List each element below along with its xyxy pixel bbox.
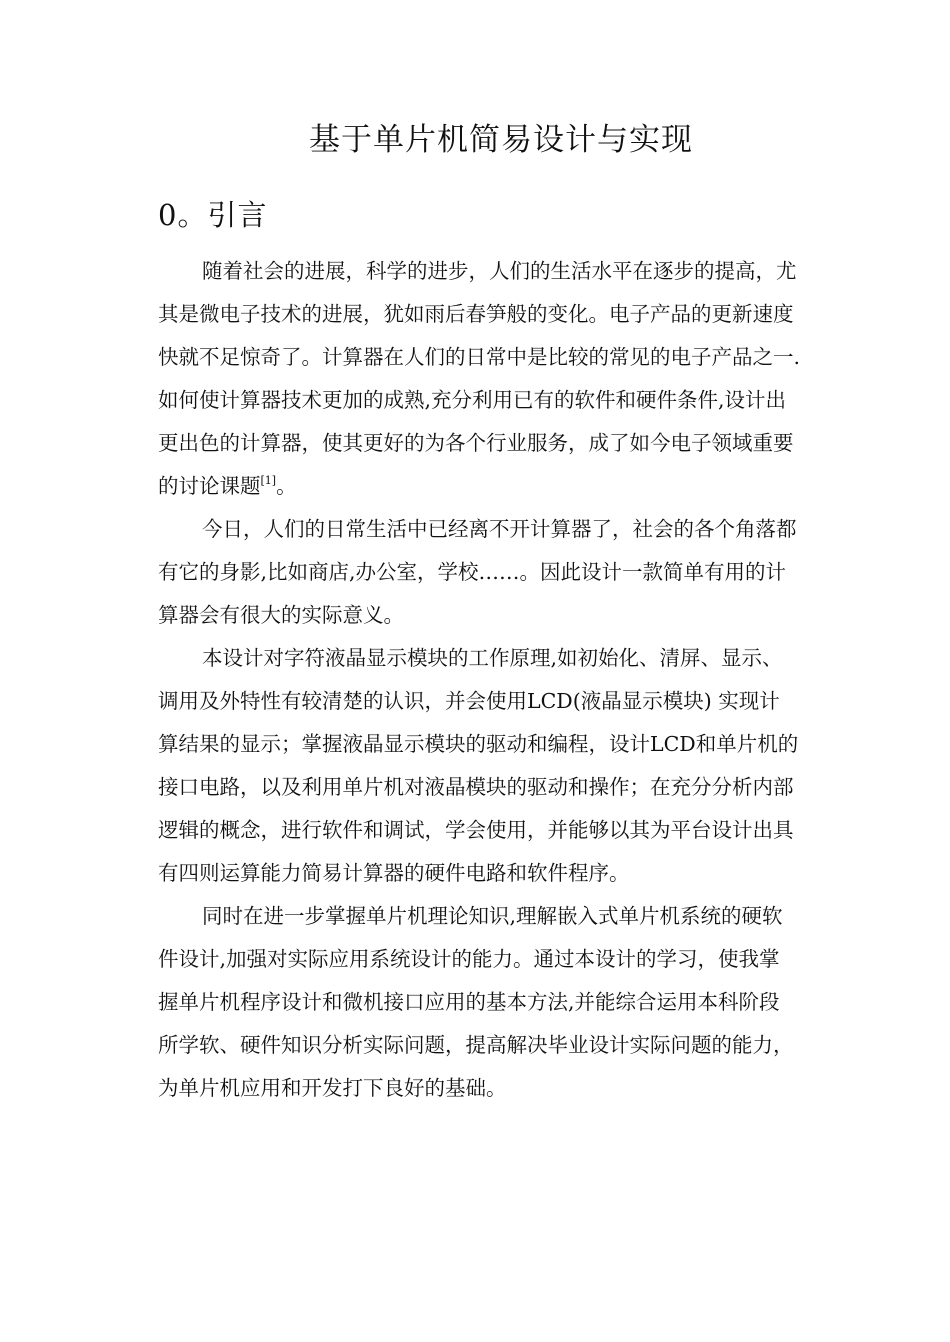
paragraph-line: 今日，人们的日常生活中已经离不开计算器了，社会的各个角落都 [202, 517, 797, 541]
paragraph-2 [158, 508, 858, 637]
paragraph-line: 算结果的显示；掌握液晶显示模块的驱动和编程，设计LCD和单片机的 [158, 732, 799, 756]
paragraph-line: 所学软、硬件知识分析实际问题，提高解决毕业设计实际问题的能力， [158, 1033, 794, 1057]
paragraph-3 [158, 637, 858, 895]
paragraph-line: 逻辑的概念，进行软件和调试，学会使用，并能够以其为平台设计出具 [158, 818, 794, 842]
paragraph-line: 调用及外特性有较清楚的认识，并会使用LCD(液晶显示模块) 实现计 [158, 689, 780, 713]
paragraph-line: 快就不足惊奇了。计算器在人们的日常中是比较的常见的电子产品之一. [158, 345, 801, 369]
document-title: 基于单片机简易设计与实现 [309, 122, 693, 158]
sentence-end-mark: 。 [276, 474, 297, 498]
paragraph-1 [158, 250, 858, 508]
paragraph-line: 其是微电子技术的进展，犹如雨后春笋般的变化。电子产品的更新速度 [158, 302, 794, 326]
paragraph-line: 件设计,加强对实际应用系统设计的能力。通过本设计的学习，使我掌 [158, 947, 780, 971]
paragraph-line: 本设计对字符液晶显示模块的工作原理,如初始化、清屏、显示、 [202, 646, 783, 670]
paragraph-line: 有四则运算能力简易计算器的硬件电路和软件程序。 [158, 861, 630, 885]
paragraph-line: 有它的身影,比如商店,办公室，学校……。因此设计一款简单有用的计 [158, 560, 787, 584]
section-heading: 0。引言 [158, 198, 268, 232]
paragraph-line: 握单片机程序设计和微机接口应用的基本方法,并能综合运用本科阶段 [158, 990, 780, 1014]
paragraph-line: 如何使计算器技术更加的成熟,充分利用已有的软件和硬件条件,设计出 [158, 388, 787, 412]
paragraph-line: 算器会有很大的实际意义。 [158, 603, 404, 627]
citation-reference: [1] [260, 474, 277, 487]
paragraph-last-line [158, 465, 858, 508]
paragraph-line: 为单片机应用和开发打下良好的基础。 [158, 1076, 507, 1100]
paragraph-line: 更出色的计算器，使其更好的为各个行业服务，成了如今电子领域重要 [158, 431, 794, 455]
paragraph-line: 接口电路，以及利用单片机对液晶模块的驱动和操作；在充分分析内部 [158, 775, 794, 799]
section-body [158, 250, 858, 1110]
paragraph-line: 同时在进一步掌握单片机理论知识,理解嵌入式单片机系统的硬软 [202, 904, 783, 928]
paragraph-4 [158, 895, 858, 1110]
paragraph-line: 随着社会的进展，科学的进步，人们的生活水平在逐步的提高，尤 [202, 259, 797, 283]
paragraph-line-text: 的讨论课题 [158, 474, 261, 498]
